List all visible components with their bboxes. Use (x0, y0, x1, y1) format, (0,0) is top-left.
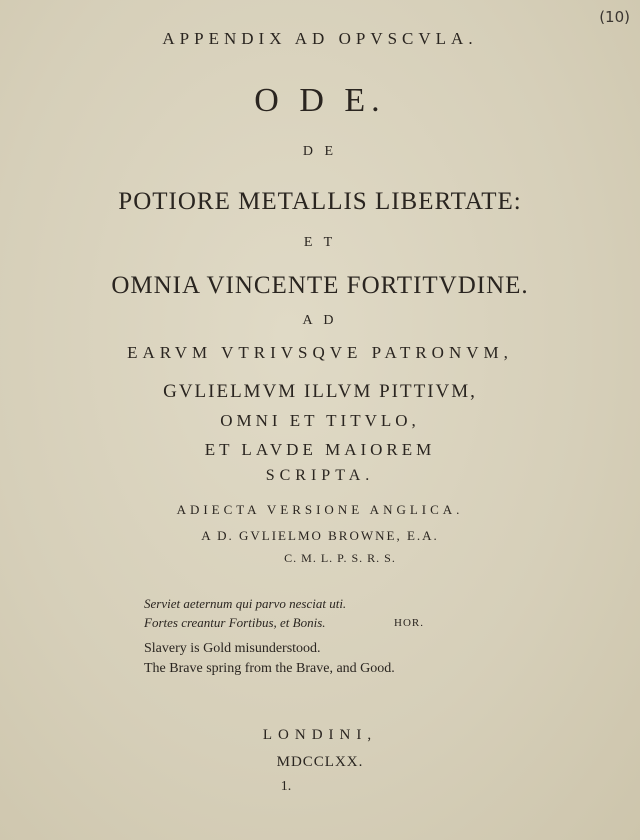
omnia-line: OMNIA VINCENTE FORTITVDINE. (111, 272, 529, 299)
signature-mark: 1. (280, 779, 292, 794)
epigraph-english-1: Slavery is Gold misunderstood. (144, 641, 321, 656)
epigraph-latin-1: Serviet aeternum qui parvo nesciat uti. (144, 596, 347, 611)
imprint-year: MDCCLXX. (276, 754, 364, 770)
epigraph-latin-2: Fortes creantur Fortibus, et Bonis. (144, 615, 326, 630)
page-number-mark: (10) (599, 8, 630, 26)
earum-line: EARVM VTRIVSQVE PATRONVM, (127, 343, 513, 362)
gulielmum-line: GVLIELMVM ILLVM PITTIVM, (163, 381, 477, 402)
laude-line: ET LAVDE MAIOREM (204, 440, 436, 459)
adiecta-line: ADIECTA VERSIONE ANGLICA. (176, 502, 464, 517)
ad-line: A D (302, 313, 338, 328)
epigraph-english-2: The Brave spring from the Brave, and Good. (144, 661, 395, 676)
society-line: C. M. L. P. S. R. S. (284, 551, 396, 565)
omni-line: OMNI ET TITVLO, (220, 411, 420, 430)
scripta-line: SCRIPTA. (265, 467, 375, 484)
ode-title: O D E. (254, 82, 386, 119)
epigraph-attribution: HOR. (394, 617, 424, 629)
de-line: D E (302, 144, 338, 159)
potiore-line: POTIORE METALLIS LIBERTATE: (118, 188, 522, 215)
browne-line: A D. GVLIELMO BROWNE, E.A. (201, 528, 439, 543)
et-line: E T (303, 235, 337, 250)
header-appendix: APPENDIX AD OPVSCVLA. (162, 29, 478, 48)
imprint-place: LONDINI, (262, 727, 378, 743)
